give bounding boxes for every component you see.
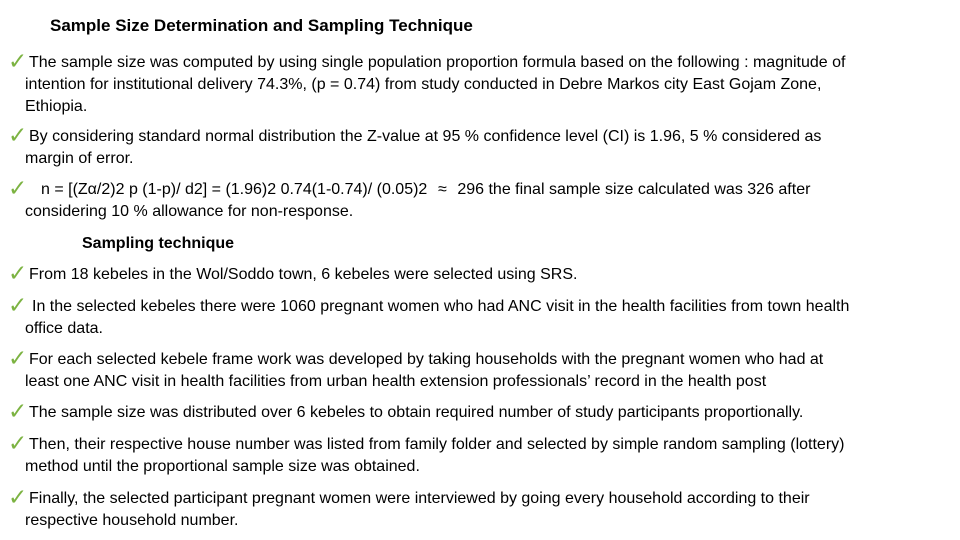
bullet-text: Ethiopia.	[25, 98, 88, 115]
bullet-text: For each selected kebele frame work was developed by taking households with the pregnant women who had at	[29, 351, 824, 368]
section-subheading: Sampling technique	[82, 235, 235, 252]
checkmark-icon: ✓	[8, 485, 28, 511]
bullet-text: intention for institutional delivery 74.3%, (p = 0.74) from study conducted in Debre Markos city East Gojam Zone,	[25, 76, 822, 93]
bullet-text: least one ANC visit in health facilities from urban health extension professionals’ record in the health post	[25, 373, 767, 390]
bullet-text: 296 the final sample size calculated was 326 after	[457, 181, 811, 198]
checkmark-icon: ✓	[8, 176, 28, 202]
bullet-text: The sample size was distributed over 6 kebeles to obtain required number of study participants proportionally.	[29, 404, 804, 421]
approx-symbol: ≈	[437, 181, 447, 198]
bullet-text: The sample size was computed by using single population proportion formula based on the following : magnitude of	[29, 54, 846, 71]
bullet-text: By considering standard normal distribution the Z-value at 95 % confidence level (CI) is 1.96, 5 % considered as	[29, 128, 822, 145]
bullet-item	[8, 433, 958, 478]
bullet-item	[8, 401, 958, 424]
checkmark-icon: ✓	[8, 431, 28, 457]
bullet-text: considering 10 % allowance for non-response.	[25, 203, 354, 220]
bullet-item	[8, 178, 958, 223]
bullet-item	[8, 51, 958, 118]
bullet-item	[8, 263, 958, 286]
bullet-text: From 18 kebeles in the Wol/Soddo town, 6 kebeles were selected using SRS.	[29, 266, 578, 283]
checkmark-icon: ✓	[8, 399, 28, 425]
bullet-text: Finally, the selected participant pregnant women were interviewed by going every household according to their	[29, 490, 810, 507]
checkmark-icon: ✓	[8, 261, 28, 287]
bullet-item	[8, 487, 958, 532]
bullet-text: margin of error.	[25, 150, 134, 167]
bullet-text: Then, their respective house number was listed from family folder and selected by simple random sampling (lottery)	[29, 436, 845, 453]
slide-title: Sample Size Determination and Sampling Technique	[50, 16, 473, 35]
bullet-text: respective household number.	[25, 512, 239, 529]
checkmark-icon: ✓	[8, 346, 28, 372]
bullet-text: method until the proportional sample size was obtained.	[25, 458, 420, 475]
bullet-item	[8, 295, 958, 340]
bullet-item	[8, 125, 958, 170]
bullet-item	[8, 348, 958, 393]
checkmark-icon: ✓	[8, 123, 28, 149]
checkmark-icon: ✓	[8, 293, 28, 319]
checkmark-icon: ✓	[8, 49, 28, 75]
formula-text: n = [(Zα/2)2 p (1-p)/ d2] = (1.96)2 0.74(1-0.74)/ (0.05)2	[41, 181, 428, 198]
bullet-text: office data.	[25, 320, 103, 337]
bullet-text: In the selected kebeles there were 1060 pregnant women who had ANC visit in the health facilities from town health	[32, 298, 850, 315]
